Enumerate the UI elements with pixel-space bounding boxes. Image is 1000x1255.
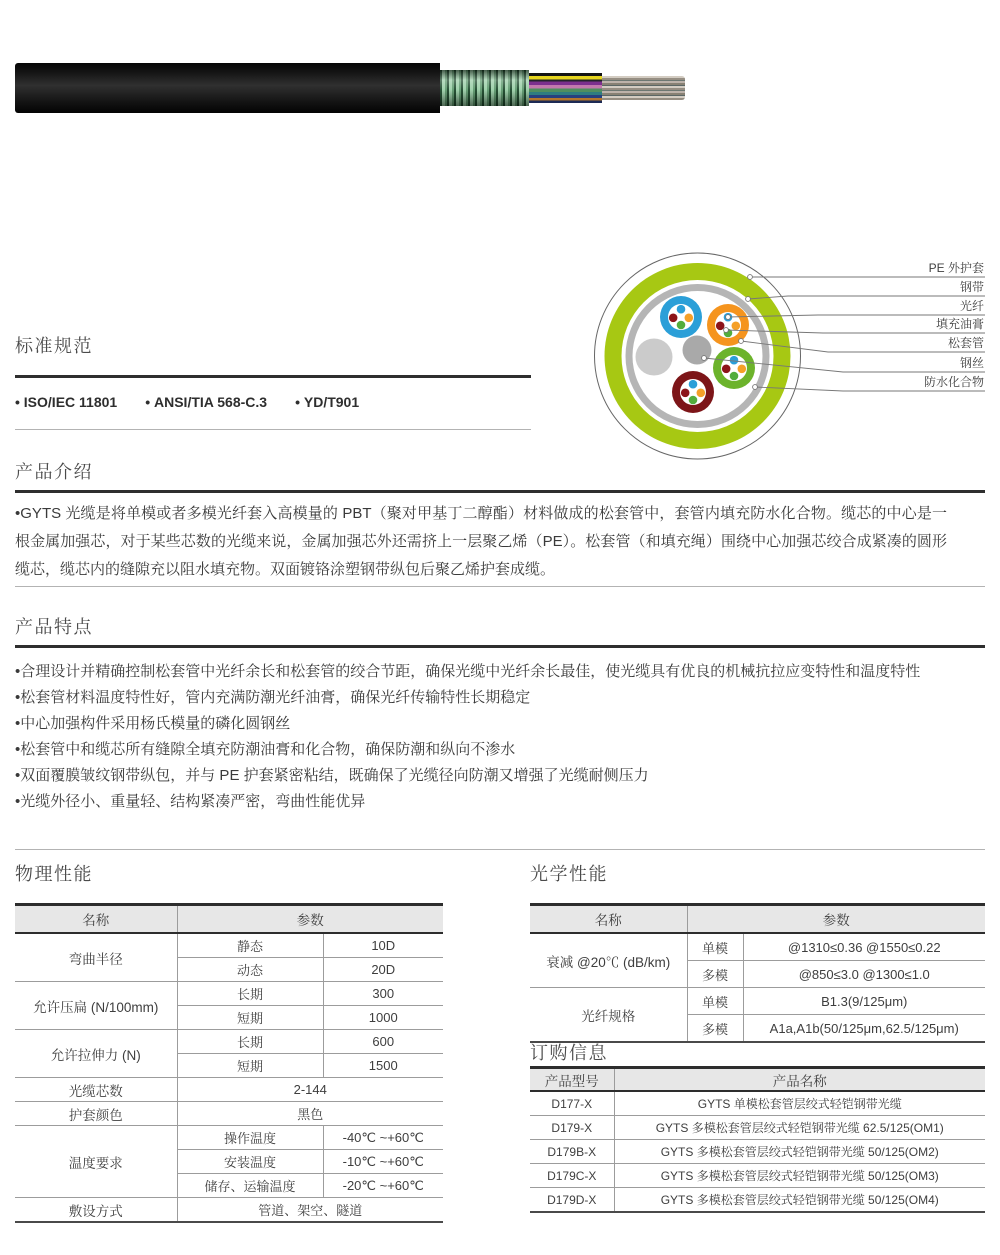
filler-rod xyxy=(636,339,673,376)
fiber-dot xyxy=(716,322,725,331)
label-filling-gel: 填充油膏 xyxy=(935,317,984,331)
fiber-dot xyxy=(732,322,741,331)
product-name: GYTS 多模松套管层绞式轻铠钢带光缆 50/125(OM4) xyxy=(660,1193,939,1207)
table-row xyxy=(15,982,443,1006)
central-steel-wire xyxy=(683,336,712,365)
sub-name: 安装温度 xyxy=(177,1150,323,1174)
standards-list xyxy=(15,394,359,410)
value: 1000 xyxy=(323,1006,443,1030)
fiber-dot xyxy=(697,389,706,398)
physical-properties-table xyxy=(15,903,443,1223)
loose-tube-maroon xyxy=(672,371,714,413)
divider xyxy=(15,645,985,648)
table-row xyxy=(530,933,985,961)
diagram-labels xyxy=(924,260,984,389)
col-header-param: 参数 xyxy=(687,905,985,934)
cable-fibers xyxy=(602,76,685,100)
product-model: D179C-X xyxy=(530,1164,614,1188)
fiber-dot xyxy=(685,314,694,323)
intro-paragraph xyxy=(15,500,947,584)
fiber-dot xyxy=(722,365,731,374)
feature-item: • 中心加强构件采用杨氏模量的磷化圆钢丝 xyxy=(15,711,960,737)
table-row xyxy=(15,1102,443,1126)
sub-name: 短期 xyxy=(177,1006,323,1030)
standard-item: • ANSI/TIA 568-C.3 xyxy=(145,394,267,410)
value: 10D xyxy=(323,933,443,958)
cable-loose-tubes xyxy=(529,73,602,103)
table-row xyxy=(15,1078,443,1102)
header-row xyxy=(530,905,985,934)
sub-name: 多模 xyxy=(687,961,743,988)
sub-name: 储存、运输温度 xyxy=(177,1174,323,1198)
row-name: 衰减 @20℃ (dB/km) xyxy=(530,933,687,988)
divider xyxy=(15,375,531,378)
features-list xyxy=(15,659,960,815)
sub-name: 静态 xyxy=(177,933,323,958)
value: 管道、架空、隧道 xyxy=(258,1203,363,1218)
table-row xyxy=(530,1116,985,1140)
label-steel-tape: 钢带 xyxy=(959,280,984,294)
table-row xyxy=(15,933,443,958)
product-name: GYTS 多模松套管层绞式轻铠钢带光缆 50/125(OM2) xyxy=(614,1140,985,1164)
sub-name: 多模 xyxy=(687,1015,743,1043)
intro-title: 产品介绍 xyxy=(15,462,93,482)
value: 黑色 xyxy=(177,1102,443,1126)
col-header-name: 名称 xyxy=(530,905,687,934)
product-name: GYTS 多模松套管层绞式轻铠钢带光缆 62.5/125(OM1) xyxy=(614,1116,985,1140)
fiber-dot xyxy=(677,305,686,314)
sub-name: 操作温度 xyxy=(177,1126,323,1150)
value: B1.3(9/125μm) xyxy=(743,988,985,1015)
feature-item: • 松套管材料温度特性好，管内充满防潮光纤油膏，确保光纤传输特性长期稳定 xyxy=(15,685,960,711)
features-title: 产品特点 xyxy=(15,617,93,637)
intro-text: GYTS 光缆是将单模或者多模光纤套入高模量的 PBT（聚对甲基丁二醇酯）材料做成的松套管中，套管内填充防水化合物。缆芯的中心是一根金属加强芯，对于某些芯数的光缆来说，金属加强芯外还需挤上一层聚乙烯（PE）。松套管（和填充绳）围绕中心加强芯绞合成紧凑的圆形缆芯，缆芯内的缝隙充以阻水填充物。双面镀铬涂塑钢带纵包后聚乙烯护套成缆。 xyxy=(15,505,947,578)
standard-item: • ISO/IEC 11801 xyxy=(15,394,117,410)
cable-steel-armor xyxy=(440,70,529,106)
product-model: D179B-X xyxy=(530,1140,614,1164)
diagram-rings xyxy=(595,253,801,459)
value: 2-144 xyxy=(177,1078,443,1102)
sub-name: 动态 xyxy=(177,958,323,982)
fiber-dot xyxy=(689,396,698,405)
feature-item: • 合理设计并精确控制松套管中光纤余长和松套管的绞合节距，确保光缆中光纤余长最佳，使光缆具有优良的机械抗拉应变特性和温度特性 xyxy=(15,659,960,685)
fiber-dot xyxy=(681,389,690,398)
product-name: GYTS 多模松套管层绞式轻铠钢带光缆 50/125(OM3) xyxy=(614,1164,985,1188)
divider xyxy=(15,429,531,430)
header-row xyxy=(530,1068,985,1092)
label-steel-wire: 钢丝 xyxy=(959,356,984,370)
fiber-dot xyxy=(730,372,739,381)
value: -10℃ ~+60℃ xyxy=(323,1150,443,1174)
standard-item: • YD/T901 xyxy=(295,394,359,410)
divider xyxy=(15,849,985,850)
row-name: 光纤规格 xyxy=(530,988,687,1043)
row-name: 护套颜色 xyxy=(15,1102,177,1126)
value: @850≤3.0 @1300≤1.0 xyxy=(743,961,985,988)
product-model: D179-X xyxy=(530,1116,614,1140)
fiber-dot xyxy=(669,314,678,323)
value: 600 xyxy=(323,1030,443,1054)
row-name: 温度要求 xyxy=(15,1126,177,1198)
label-pe-sheath: PE 外护套 xyxy=(928,261,984,275)
product-name: GYTS 单模松套管层绞式轻铠钢带光缆 xyxy=(614,1091,985,1116)
header-row xyxy=(15,905,443,934)
col-header-name: 名称 xyxy=(15,905,177,934)
loose-tube-green xyxy=(713,347,755,389)
table-row xyxy=(530,1164,985,1188)
feature-item: • 双面覆膜皱纹钢带纵包，并与 PE 护套紧密粘结，既确保了光缆径向防潮又增强了光缆耐侧压力 xyxy=(15,763,960,789)
sub-name: 单模 xyxy=(687,988,743,1015)
divider xyxy=(15,586,985,587)
row-name: 敷设方式 xyxy=(15,1198,177,1223)
fiber-dot xyxy=(677,321,686,330)
col-header-param: 参数 xyxy=(177,905,443,934)
sub-name: 单模 xyxy=(687,933,743,961)
standards-title: 标准规范 xyxy=(15,336,93,356)
col-header-model: 产品型号 xyxy=(530,1068,614,1092)
value: @1310≤0.36 @1550≤0.22 xyxy=(743,933,985,961)
value: 300 xyxy=(323,982,443,1006)
sub-name: 长期 xyxy=(177,982,323,1006)
cable-photo xyxy=(15,63,685,113)
table-row xyxy=(530,1188,985,1213)
table-row xyxy=(530,988,985,1015)
product-model: D177-X xyxy=(530,1091,614,1116)
row-name: 弯曲半径 xyxy=(15,933,177,982)
divider xyxy=(15,490,985,493)
cable-cross-section-diagram xyxy=(578,236,1000,482)
value: A1a,A1b(50/125μm,62.5/125μm) xyxy=(769,1020,959,1036)
feature-item: • 松套管中和缆芯所有缝隙全填充防潮油膏和化合物，确保防潮和纵向不渗水 xyxy=(15,737,960,763)
value: -40℃ ~+60℃ xyxy=(323,1126,443,1150)
sub-name: 长期 xyxy=(177,1030,323,1054)
fiber-dot xyxy=(689,380,698,389)
label-waterproof-compound: 防水化合物 xyxy=(923,375,984,389)
row-name: 允许压扁 (N/100mm) xyxy=(15,982,177,1030)
value: 1500 xyxy=(323,1054,443,1078)
optical-title: 光学性能 xyxy=(530,864,608,884)
fiber-dot xyxy=(730,356,739,365)
fiber-dot xyxy=(738,365,747,374)
product-model: D179D-X xyxy=(530,1188,614,1213)
feature-item: • 光缆外径小、重量轻、结构紧凑严密，弯曲性能优异 xyxy=(15,789,960,815)
value: -20℃ ~+60℃ xyxy=(323,1174,443,1198)
table-row xyxy=(15,1126,443,1150)
row-name: 允许拉伸力 (N) xyxy=(15,1030,177,1078)
table-row xyxy=(15,1198,443,1223)
ordering-title: 订购信息 xyxy=(530,1043,608,1063)
table-row xyxy=(530,1091,985,1116)
physical-title: 物理性能 xyxy=(15,864,93,884)
row-name: 光缆芯数 xyxy=(15,1078,177,1102)
sub-name: 短期 xyxy=(177,1054,323,1078)
label-loose-tube: 松套管 xyxy=(947,336,984,350)
table-row xyxy=(530,1140,985,1164)
table-row xyxy=(15,1030,443,1054)
optical-properties-table xyxy=(530,903,985,1043)
label-fiber: 光纤 xyxy=(959,299,984,313)
value: 20D xyxy=(323,958,443,982)
ordering-info-table xyxy=(530,1066,985,1213)
col-header-product: 产品名称 xyxy=(614,1068,985,1092)
loose-tube-blue xyxy=(660,296,702,338)
cable-black-jacket xyxy=(15,63,440,113)
